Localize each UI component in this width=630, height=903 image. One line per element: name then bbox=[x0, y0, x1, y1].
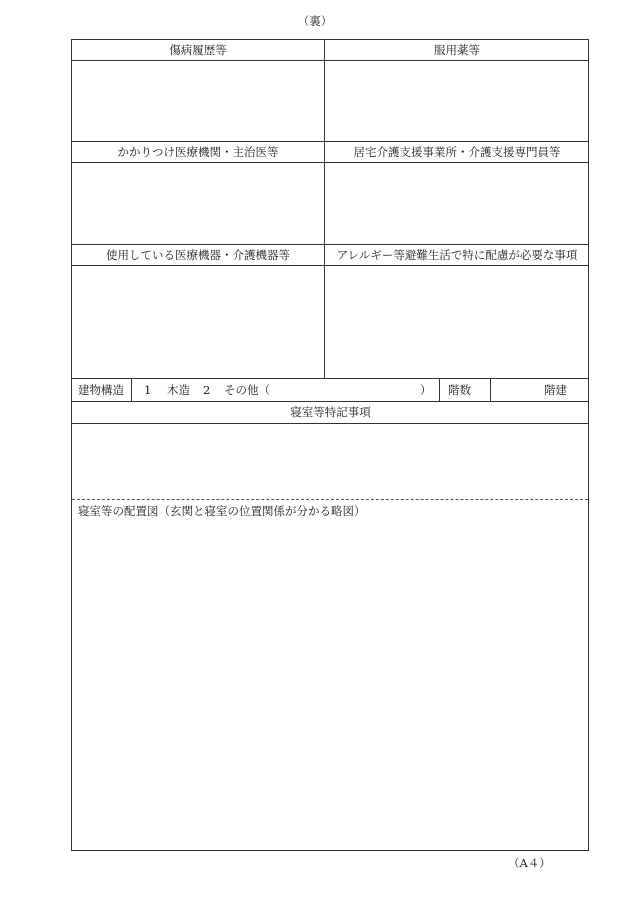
floors-field[interactable] bbox=[492, 380, 542, 400]
disaster-support-form bbox=[71, 39, 589, 851]
option1-wood[interactable]: 木造 bbox=[167, 383, 190, 397]
floors-label: 階数 bbox=[448, 383, 471, 397]
other-structure-field[interactable] bbox=[277, 380, 417, 400]
medication-header: 服用薬等 bbox=[434, 43, 480, 57]
column-divider bbox=[490, 378, 491, 401]
column-divider bbox=[324, 40, 325, 378]
care-office-header: 居宅介護支援事業所・介護支援専門員等 bbox=[353, 145, 561, 159]
layout-diagram-area[interactable] bbox=[73, 524, 588, 849]
history-header: 傷病履歴等 bbox=[169, 43, 227, 57]
bedroom-notes-header: 寝室等特記事項 bbox=[290, 405, 371, 419]
equipment-header: 使用している医療機器・介護機器等 bbox=[106, 248, 290, 262]
history-field[interactable] bbox=[73, 61, 324, 141]
column-divider bbox=[131, 378, 132, 401]
structure-label: 建物構造 bbox=[78, 383, 124, 397]
option2-other[interactable]: その他（ bbox=[224, 383, 270, 397]
column-divider bbox=[439, 378, 440, 401]
bedroom-notes-field[interactable] bbox=[73, 424, 588, 498]
close-paren: ） bbox=[420, 383, 432, 397]
floors-suffix: 階建 bbox=[544, 383, 567, 397]
option1-number: 1 bbox=[144, 383, 152, 397]
option2-number: 2 bbox=[203, 383, 211, 397]
allergy-field[interactable] bbox=[326, 266, 588, 377]
doctor-header: かかりつけ医療機関・主治医等 bbox=[117, 145, 279, 159]
medication-field[interactable] bbox=[326, 61, 588, 141]
paper-size-label: （A４） bbox=[508, 856, 551, 870]
layout-diagram-label: 寝室等の配置図（玄関と寝室の位置関係が分かる略図） bbox=[78, 504, 366, 518]
page-side-label: （裏） bbox=[297, 14, 333, 28]
allergy-header: アレルギー等避難生活で特に配慮が必要な事項 bbox=[336, 248, 578, 262]
equipment-field[interactable] bbox=[73, 266, 324, 377]
care-office-field[interactable] bbox=[326, 163, 588, 243]
doctor-field[interactable] bbox=[73, 163, 324, 243]
